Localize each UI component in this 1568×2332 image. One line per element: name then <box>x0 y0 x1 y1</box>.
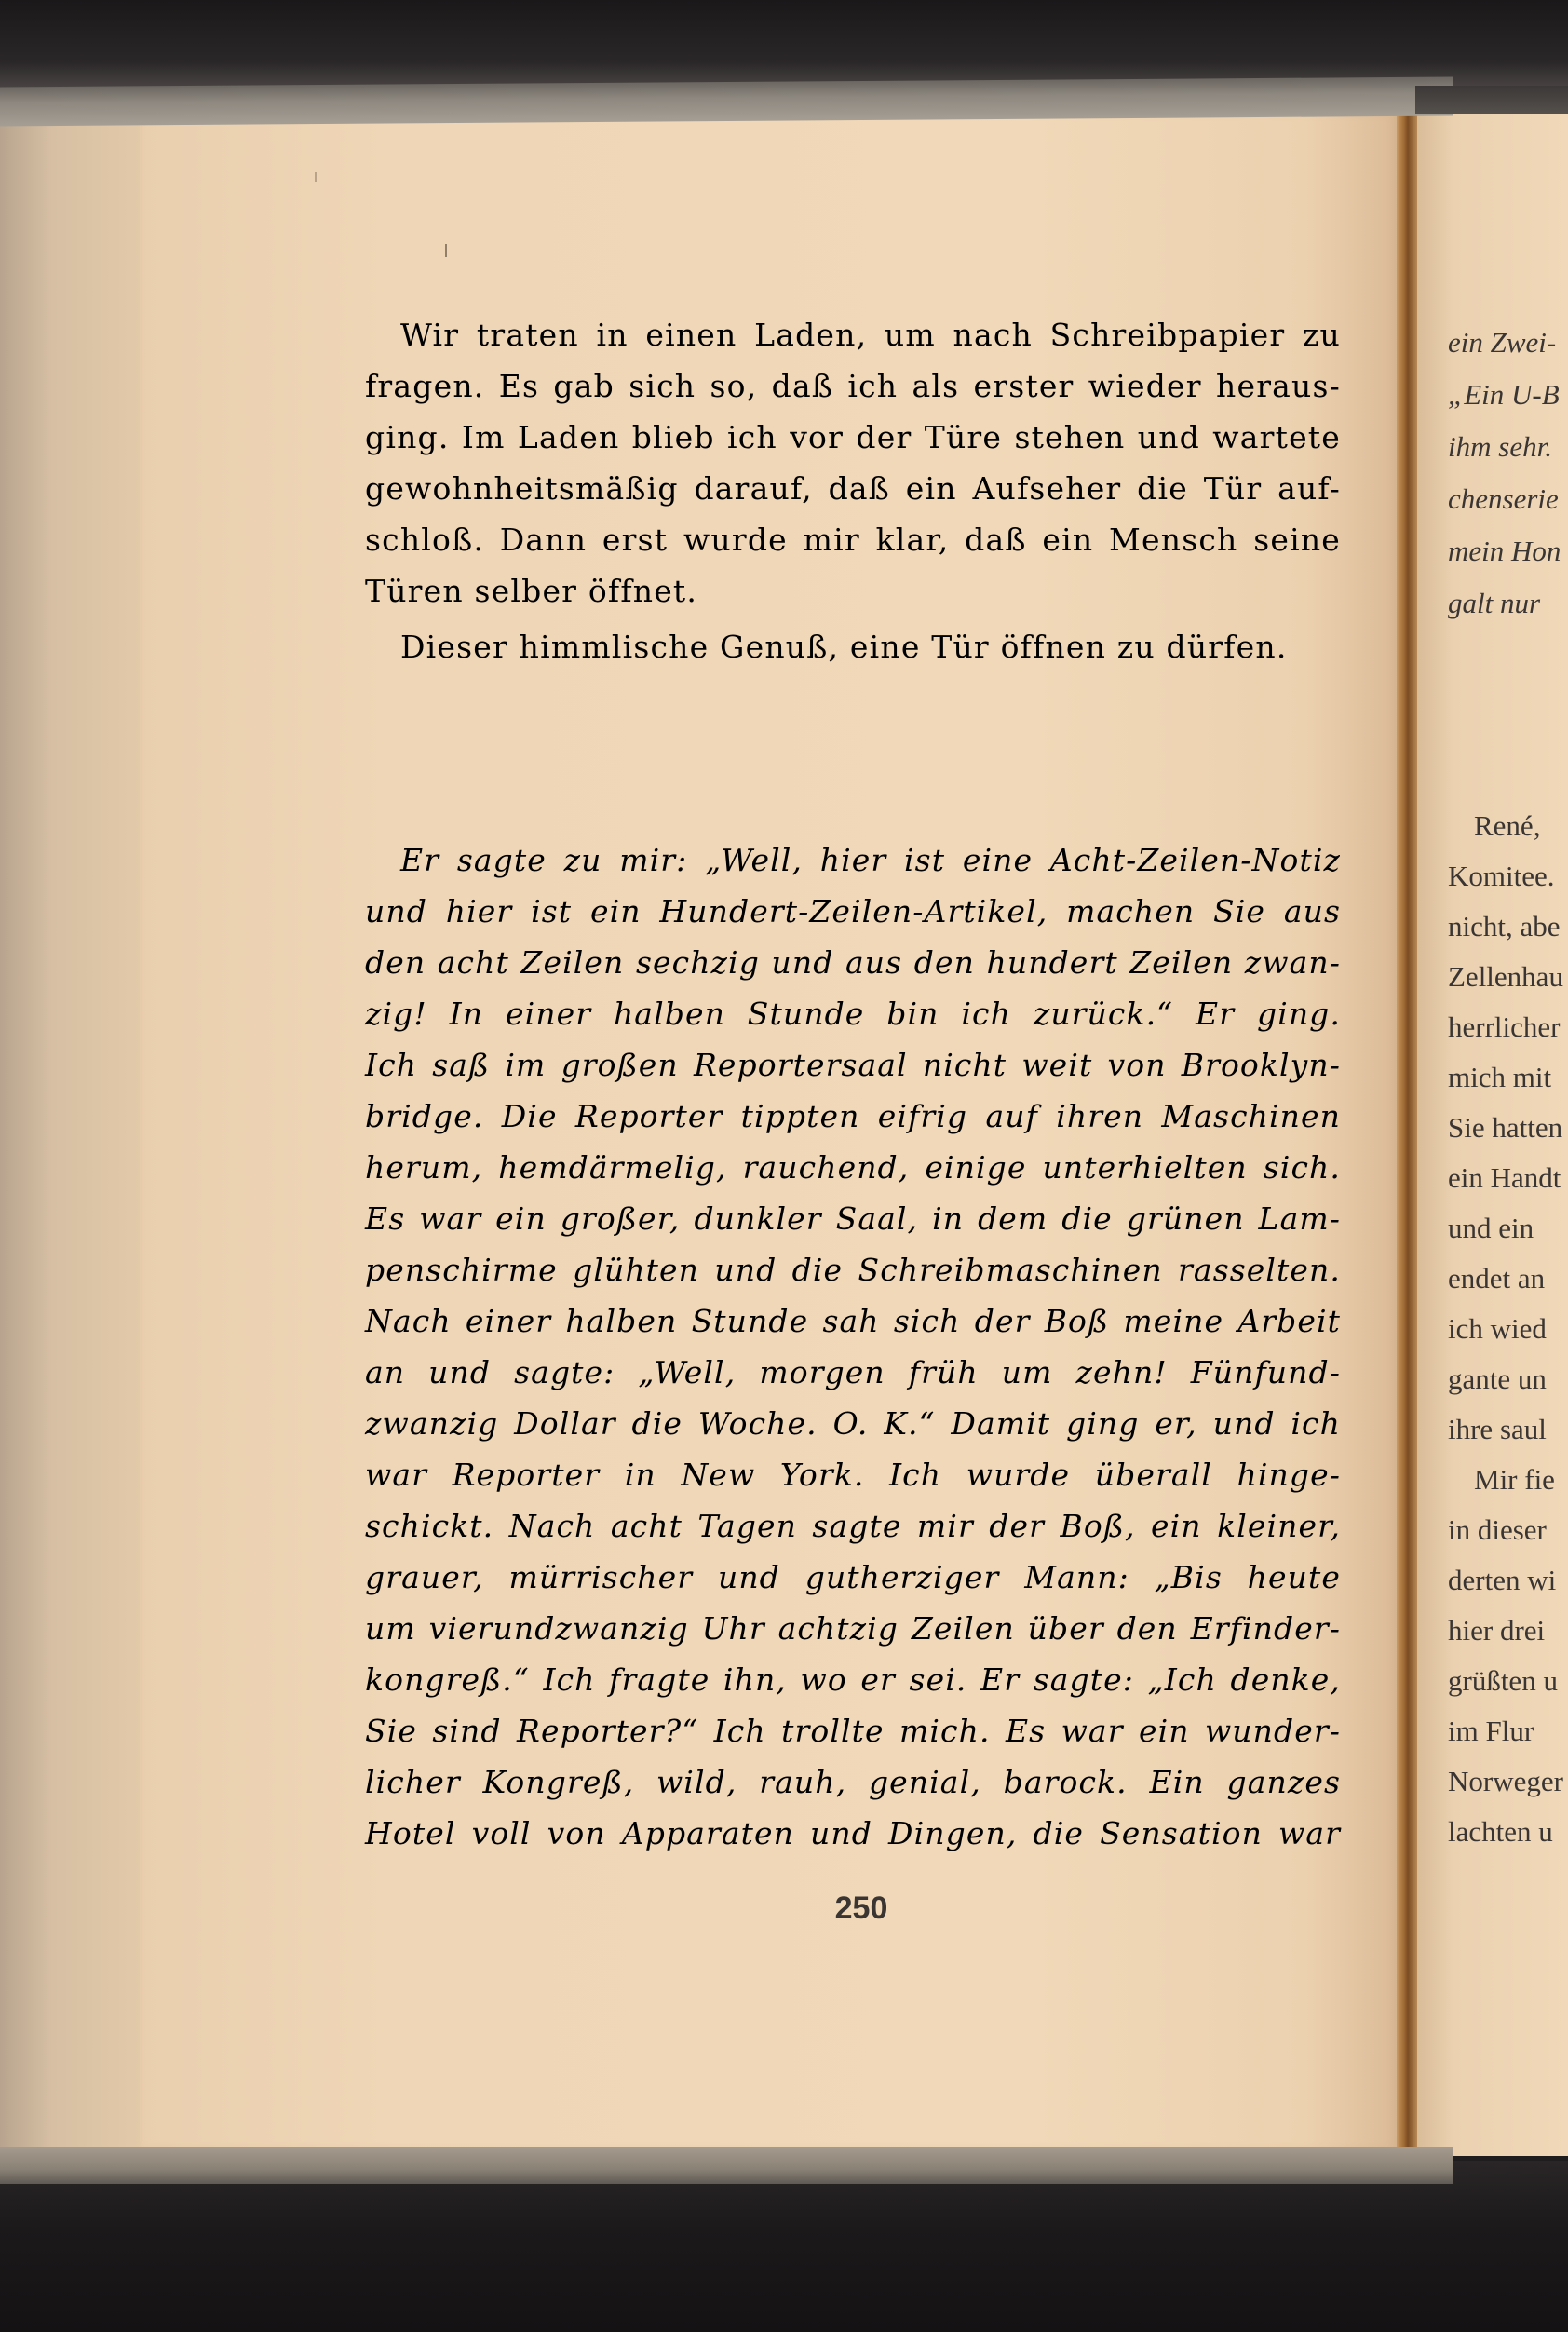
text-line: Dieser himmlische Genuß, eine Tür öffnen zu dürfen. <box>400 629 1288 665</box>
text-line: Wir traten in einen Laden, um nach Schreibpapier zu <box>400 317 1341 353</box>
text-line: gante un <box>1448 1363 1547 1395</box>
text-line: ein Handt <box>1448 1161 1561 1194</box>
text-line: chenserie <box>1448 482 1559 515</box>
text-line: in dieser <box>1448 1513 1547 1546</box>
text-line: mich mit <box>1448 1061 1552 1093</box>
text-line: Ich saß im großen Reportersaal nicht weit von Brooklyn- <box>365 1047 1341 1083</box>
text-line: zwanzig Dollar die Woche. O. K.“ Damit ging er, und ich <box>365 1405 1341 1442</box>
text-line: ihm sehr. <box>1448 430 1552 463</box>
text-line: grüßten u <box>1448 1664 1558 1697</box>
text-line: galt nur <box>1448 587 1541 619</box>
text-line: bridge. Die Reporter tippten eifrig auf ihren Maschinen <box>365 1098 1341 1134</box>
text-line: Sie sind Reporter?“ Ich trollte mich. Es war ein wunder- <box>365 1713 1341 1749</box>
text-line: grauer, mürrischer und gutherziger Mann: „Bis heute <box>365 1559 1341 1595</box>
text-line: mein Hon <box>1448 535 1561 567</box>
text-line: herum, hemdärmelig, rauchend, einige unterhielten sich. <box>365 1149 1341 1186</box>
text-line: herrlicher <box>1448 1010 1561 1043</box>
text-line: ich wied <box>1448 1312 1547 1345</box>
text-line: lachten u <box>1448 1815 1553 1848</box>
paper-speck <box>445 244 447 257</box>
text-line: fragen. Es gab sich so, daß ich als erster wieder heraus- <box>365 368 1341 404</box>
text-line: im Flur <box>1448 1715 1534 1747</box>
page-stack-left-edge <box>0 102 149 2151</box>
paragraph-3 <box>365 834 1341 1859</box>
page-stack-top-edge-right <box>1415 86 1568 114</box>
text-line: endet an <box>1448 1262 1546 1295</box>
text-line: ihre saul <box>1448 1413 1547 1445</box>
background-cloth-top <box>0 0 1568 88</box>
text-line: Nach einer halben Stunde sah sich der Boß meine Arbeit <box>365 1303 1341 1339</box>
paragraph-2 <box>365 621 1341 672</box>
text-line: und hier ist ein Hundert-Zeilen-Artikel, machen Sie aus <box>365 893 1341 929</box>
text-line: René, <box>1474 809 1541 842</box>
page-stack-bottom-edge <box>0 2147 1453 2184</box>
text-line: schickt. Nach acht Tagen sagte mir der Boß, ein kleiner, <box>365 1508 1341 1544</box>
paragraph-1 <box>365 309 1341 617</box>
paper-speck <box>315 172 317 182</box>
text-line: um vierundzwanzig Uhr achtzig Zeilen über den Erfinder- <box>365 1610 1341 1647</box>
text-line: und ein <box>1448 1212 1534 1244</box>
page-number: 250 <box>834 1891 888 1926</box>
text-line: Komitee. <box>1448 860 1555 892</box>
text-line: Zellenhau <box>1448 960 1563 993</box>
right-page-fragment-top <box>1448 317 1568 630</box>
text-line: den acht Zeilen sechzig und aus den hundert Zeilen zwan- <box>365 944 1341 981</box>
text-line: ging. Im Laden blieb ich vor der Türe stehen und wartete <box>365 419 1341 455</box>
text-line: penschirme glühten und die Schreibmaschinen rasselten. <box>365 1252 1341 1288</box>
text-line: Hotel voll von Apparaten und Dingen, die Sensation war <box>365 1815 1341 1851</box>
text-line: hier drei <box>1448 1614 1546 1647</box>
text-line: derten wi <box>1448 1564 1557 1596</box>
text-line: Er sagte zu mir: „Well, hier ist eine Acht-Zeilen-Notiz <box>400 842 1341 878</box>
text-line: „Ein U-B <box>1448 378 1560 411</box>
text-line: Norweger <box>1448 1765 1563 1797</box>
text-line: Es war ein großer, dunkler Saal, in dem die grünen Lam- <box>365 1200 1341 1237</box>
right-page-fragment-bottom <box>1448 801 1568 1857</box>
text-line: war Reporter in New York. Ich wurde überall hinge- <box>365 1457 1341 1493</box>
text-line: gewohnheitsmäßig darauf, daß ein Aufseher die Tür auf- <box>365 470 1341 507</box>
text-line: Mir fie <box>1474 1463 1555 1496</box>
text-line: nicht, abe <box>1448 910 1561 942</box>
text-line: kongreß.“ Ich fragte ihn, wo er sei. Er sagte: „Ich denke, <box>365 1661 1341 1698</box>
text-line: licher Kongreß, wild, rauh, genial, barock. Ein ganzes <box>365 1764 1341 1800</box>
text-line: schloß. Dann erst wurde mir klar, daß ein Mensch seine <box>365 522 1341 558</box>
text-line: an und sagte: „Well, morgen früh um zehn! Fünfund- <box>365 1354 1341 1390</box>
text-line: Sie hatten <box>1448 1111 1563 1144</box>
text-line: zig! In einer halben Stunde bin ich zurück.“ Er ging. <box>365 996 1341 1032</box>
background-cloth-bottom <box>0 2161 1568 2332</box>
text-line: ein Zwei- <box>1448 326 1557 359</box>
text-line: Türen selber öffnet. <box>365 573 698 609</box>
book-gutter <box>1397 102 1417 2151</box>
